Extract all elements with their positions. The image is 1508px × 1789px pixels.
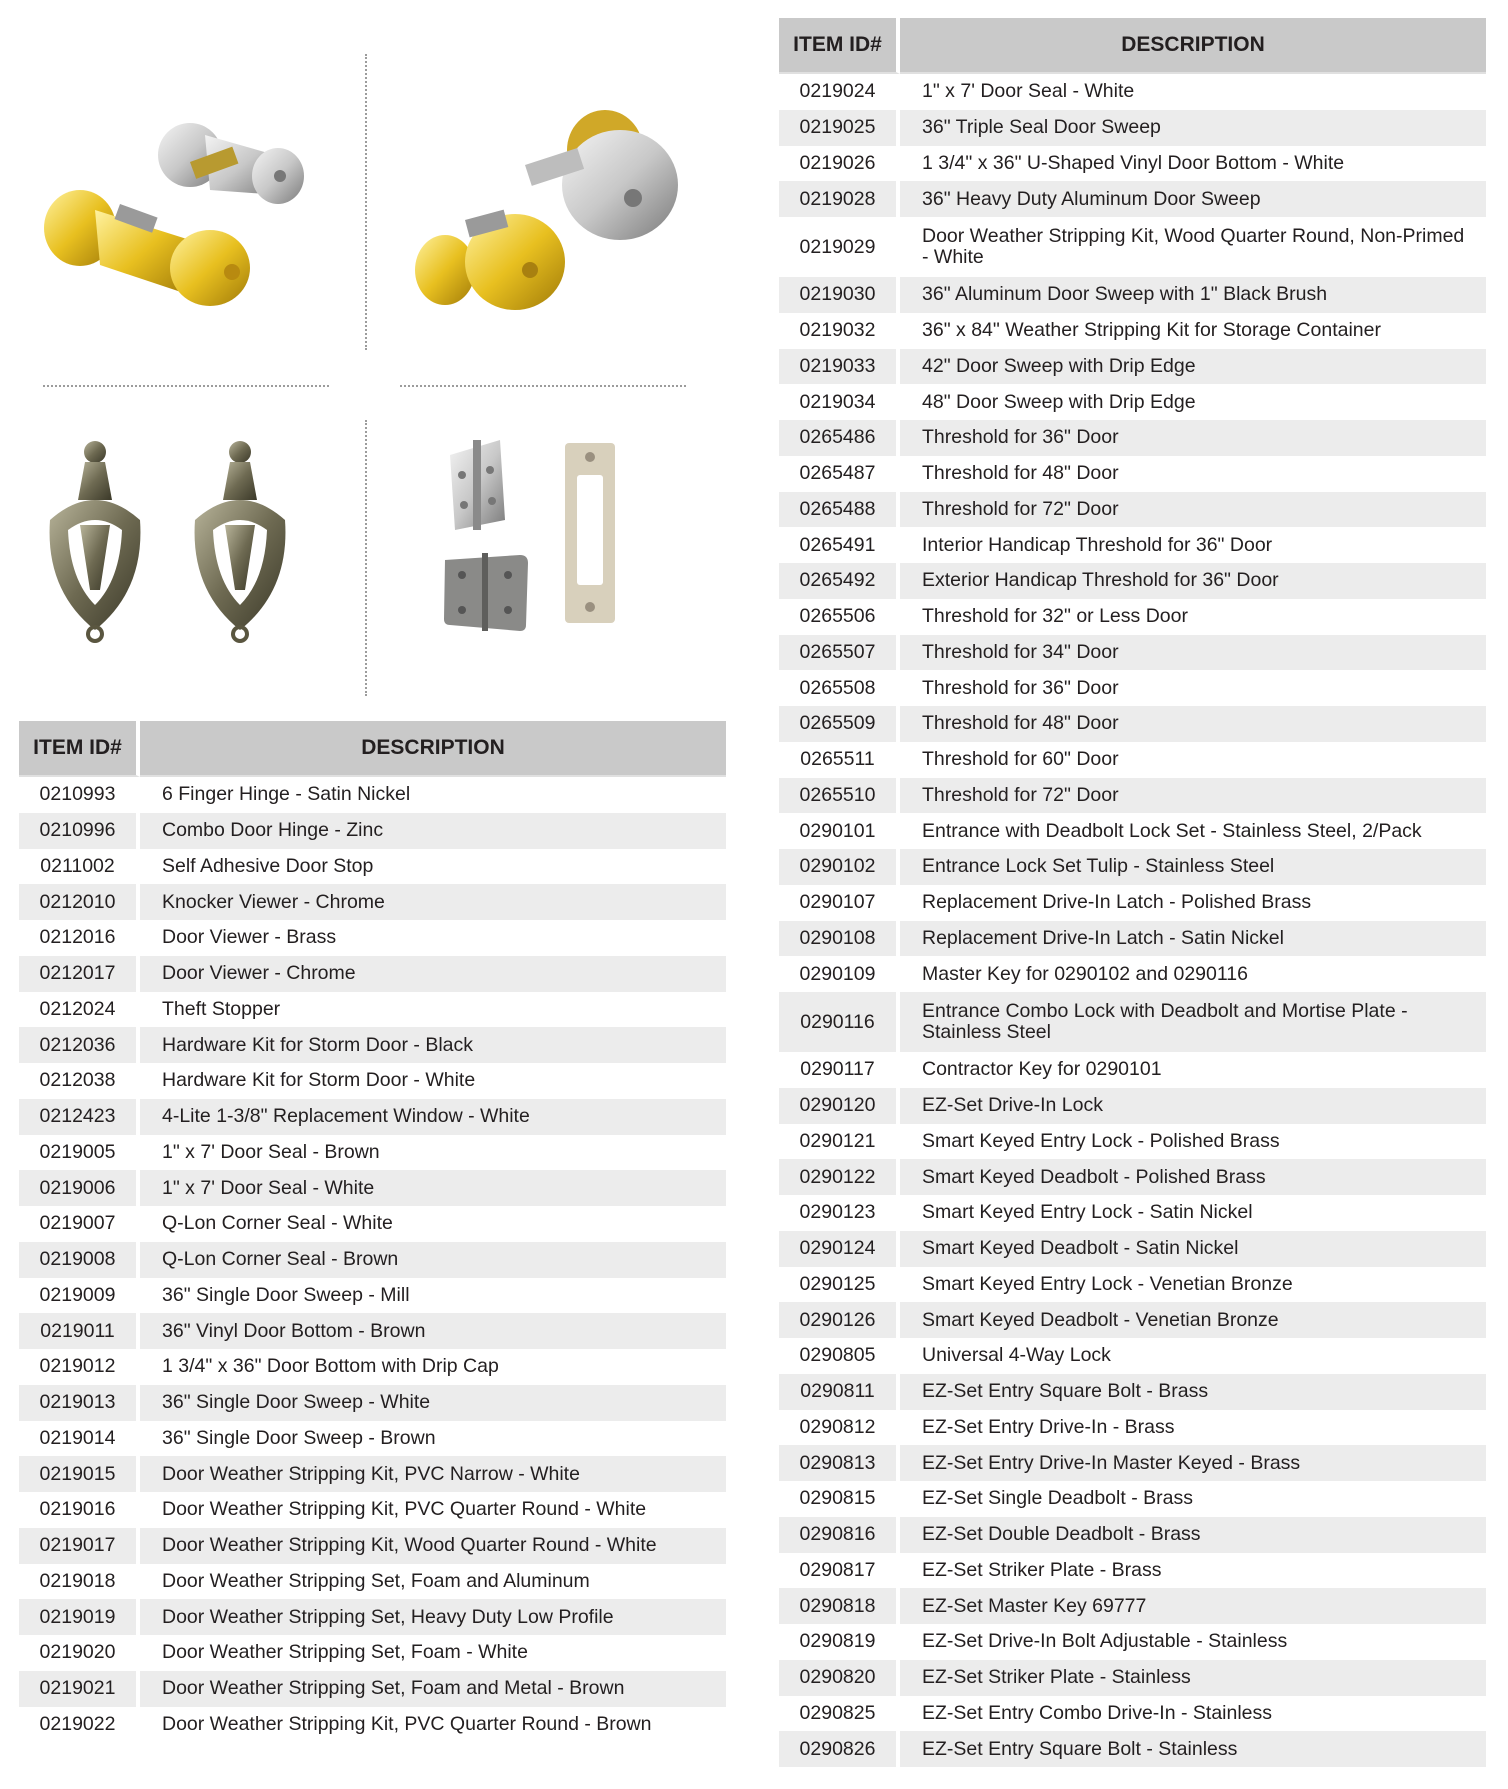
divider-vertical-top	[365, 54, 367, 350]
item-id-cell: 0212010	[19, 884, 140, 920]
product-images-panel	[0, 0, 740, 710]
item-description-cell: Door Weather Stripping Kit, Wood Quarter Round - White	[140, 1528, 726, 1564]
table-header-row	[779, 18, 1486, 74]
item-id-cell: 0290120	[779, 1088, 900, 1124]
table-row	[779, 110, 1486, 146]
table-row	[779, 1517, 1486, 1553]
item-description-cell: Universal 4-Way Lock	[922, 1344, 1111, 1367]
hinges-and-plates-image	[440, 435, 630, 635]
knocker-viewer-image	[40, 440, 310, 640]
table-row	[19, 1313, 726, 1349]
column-header-item-id: ITEM ID#	[19, 721, 140, 777]
table-row	[19, 1063, 726, 1099]
item-id-cell: 0265511	[779, 742, 900, 778]
table-row	[779, 277, 1486, 313]
item-id-cell: 0265508	[779, 670, 900, 706]
item-id-cell: 0265491	[779, 527, 900, 563]
table-row	[19, 956, 726, 992]
left-item-table	[19, 721, 726, 1742]
item-id-cell: 0219024	[779, 74, 900, 110]
item-id-cell: 0210996	[19, 813, 140, 849]
column-header-item-id: ITEM ID#	[779, 18, 900, 74]
table-row	[779, 670, 1486, 706]
table-row	[19, 1242, 726, 1278]
table-row	[779, 813, 1486, 849]
item-description-cell: Smart Keyed Entry Lock - Satin Nickel	[922, 1201, 1253, 1224]
item-id-cell: 0290101	[779, 813, 900, 849]
item-description-cell: Door Weather Stripping Set, Heavy Duty Low Profile	[140, 1599, 726, 1635]
item-description-cell: EZ-Set Entry Combo Drive-In - Stainless	[922, 1701, 1273, 1724]
item-description-cell: Threshold for 48" Door	[900, 706, 1486, 742]
item-description-cell: 1 3/4" x 36" Door Bottom with Drip Cap	[162, 1355, 499, 1378]
table-row	[19, 1135, 726, 1171]
item-description-cell: Knocker Viewer - Chrome	[140, 884, 726, 920]
table-row	[779, 1410, 1486, 1446]
table-row	[19, 777, 726, 813]
item-description-cell: Threshold for 72" Door	[900, 492, 1486, 528]
item-description-cell: Door Viewer - Brass	[162, 926, 337, 949]
item-id-cell: 0219030	[779, 277, 900, 313]
table-row	[779, 181, 1486, 217]
column-header-description: DESCRIPTION	[140, 721, 726, 777]
item-description-cell: EZ-Set Double Deadbolt - Brass	[900, 1517, 1486, 1553]
item-description-cell: Threshold for 48" Door	[922, 462, 1119, 485]
item-id-cell: 0219029	[779, 217, 900, 277]
item-description-cell: Master Key for 0290102 and 0290116	[922, 962, 1248, 985]
item-description-cell: Replacement Drive-In Latch - Satin Nickel	[900, 921, 1486, 957]
item-description-cell: 36" Vinyl Door Bottom - Brown	[140, 1313, 726, 1349]
item-description-cell: Threshold for 36" Door	[922, 676, 1119, 699]
item-id-cell: 0290819	[779, 1624, 900, 1660]
item-id-cell: 0290825	[779, 1696, 900, 1732]
item-description-cell: 48" Door Sweep with Drip Edge	[922, 390, 1196, 413]
table-row	[779, 1660, 1486, 1696]
brass-deadbolt	[415, 210, 565, 310]
item-description-cell: 4-Lite 1-3/8" Replacement Window - White	[140, 1099, 726, 1135]
table-row	[779, 1374, 1486, 1410]
item-id-cell: 0219007	[19, 1206, 140, 1242]
item-description-cell: EZ-Set Drive-In Bolt Adjustable - Stainless	[922, 1630, 1288, 1653]
item-description-cell: Q-Lon Corner Seal - White	[162, 1212, 393, 1235]
item-description-cell: Self Adhesive Door Stop	[162, 854, 374, 877]
table-row	[779, 1731, 1486, 1767]
item-id-cell: 0219018	[19, 1564, 140, 1600]
knocker-right	[195, 441, 286, 641]
item-id-cell: 0265510	[779, 778, 900, 814]
item-id-cell: 0210993	[19, 777, 140, 813]
striker-plate	[565, 443, 615, 623]
item-id-cell: 0212036	[19, 1027, 140, 1063]
divider-vertical-bottom	[365, 420, 367, 696]
item-description-cell: 36" Single Door Sweep - Brown	[162, 1426, 436, 1449]
item-description-cell: EZ-Set Single Deadbolt - Brass	[922, 1487, 1193, 1510]
item-id-cell: 0219011	[19, 1313, 140, 1349]
table-row	[779, 635, 1486, 671]
table-row	[19, 1421, 726, 1457]
table-row	[779, 778, 1486, 814]
table-row	[779, 742, 1486, 778]
table-row	[19, 1492, 726, 1528]
item-id-cell: 0219006	[19, 1170, 140, 1206]
item-description-cell: Combo Door Hinge - Zinc	[140, 813, 726, 849]
table-row	[19, 1707, 726, 1743]
table-row	[779, 384, 1486, 420]
item-description-cell: 1 3/4" x 36" U-Shaped Vinyl Door Bottom - White	[922, 151, 1345, 174]
item-id-cell: 0219026	[779, 146, 900, 182]
item-id-cell: 0219019	[19, 1599, 140, 1635]
table-row	[779, 217, 1486, 277]
item-id-cell: 0290102	[779, 849, 900, 885]
item-id-cell: 0212017	[19, 956, 140, 992]
item-description-cell: EZ-Set Drive-In Lock	[900, 1088, 1486, 1124]
item-description-cell: Door Weather Stripping Kit, PVC Quarter Round - Brown	[162, 1712, 652, 1735]
table-row	[779, 921, 1486, 957]
item-id-cell: 0219034	[779, 384, 900, 420]
item-description-cell: Contractor Key for 0290101	[922, 1058, 1162, 1081]
table-row	[779, 563, 1486, 599]
item-id-cell: 0290805	[779, 1338, 900, 1374]
item-id-cell: 0290116	[779, 992, 900, 1052]
item-id-cell: 0212038	[19, 1063, 140, 1099]
table-row	[779, 956, 1486, 992]
table-row	[779, 313, 1486, 349]
table-row	[779, 1553, 1486, 1589]
table-header-row	[19, 721, 726, 777]
table-row	[19, 849, 726, 885]
item-id-cell: 0212024	[19, 992, 140, 1028]
knocker-left	[50, 441, 141, 641]
item-id-cell: 0290123	[779, 1195, 900, 1231]
item-id-cell: 0290122	[779, 1159, 900, 1195]
item-id-cell: 0290108	[779, 921, 900, 957]
table-row	[19, 1456, 726, 1492]
table-row	[19, 1206, 726, 1242]
item-id-cell: 0290818	[779, 1588, 900, 1624]
item-description-cell: Threshold for 34" Door	[900, 635, 1486, 671]
item-id-cell: 0219008	[19, 1242, 140, 1278]
table-row	[779, 146, 1486, 182]
table-row	[779, 1124, 1486, 1160]
item-description-cell: Door Weather Stripping Kit, PVC Narrow - White	[140, 1456, 726, 1492]
table-row	[19, 1564, 726, 1600]
table-row	[19, 813, 726, 849]
item-description-cell: 42" Door Sweep with Drip Edge	[900, 349, 1486, 385]
item-id-cell: 0219032	[779, 313, 900, 349]
item-id-cell: 0219014	[19, 1421, 140, 1457]
item-description-cell: Entrance with Deadbolt Lock Set - Stainless Steel, 2/Pack	[922, 819, 1422, 842]
item-description-cell: 36" Single Door Sweep - White	[140, 1385, 726, 1421]
item-id-cell: 0290126	[779, 1302, 900, 1338]
table-row	[779, 1267, 1486, 1303]
item-id-cell: 0219028	[779, 181, 900, 217]
table-row	[779, 349, 1486, 385]
item-id-cell: 0219015	[19, 1456, 140, 1492]
table-row	[19, 884, 726, 920]
item-description-cell: Door Weather Stripping Kit, PVC Quarter Round - White	[162, 1498, 647, 1521]
item-description-cell: 36" Heavy Duty Aluminum Door Sweep	[900, 181, 1486, 217]
item-description-cell: 36" Aluminum Door Sweep with 1" Black Brush	[900, 277, 1486, 313]
item-description-cell: 36" x 84" Weather Stripping Kit for Storage Container	[922, 319, 1381, 342]
table-row	[779, 1624, 1486, 1660]
item-description-cell: Threshold for 60" Door	[922, 748, 1119, 771]
item-description-cell: Threshold for 32" or Less Door	[922, 605, 1188, 628]
item-description-cell: EZ-Set Master Key 69777	[900, 1588, 1486, 1624]
table-row	[779, 599, 1486, 635]
item-id-cell: 0219016	[19, 1492, 140, 1528]
nickel-deadbolt	[525, 110, 678, 240]
brass-knob	[44, 190, 250, 306]
table-row	[779, 1159, 1486, 1195]
item-id-cell: 0290811	[779, 1374, 900, 1410]
item-id-cell: 0290813	[779, 1445, 900, 1481]
item-id-cell: 0219012	[19, 1349, 140, 1385]
divider-horizontal-left	[43, 385, 329, 387]
table-row	[779, 1195, 1486, 1231]
table-row	[779, 1231, 1486, 1267]
table-row	[779, 1302, 1486, 1338]
item-id-cell: 0265509	[779, 706, 900, 742]
item-description-cell: Theft Stopper	[162, 997, 281, 1020]
table-row	[19, 1528, 726, 1564]
item-description-cell: Smart Keyed Entry Lock - Polished Brass	[922, 1129, 1280, 1152]
table-row	[779, 1445, 1486, 1481]
item-description-cell: Door Weather Stripping Kit, Wood Quarter Round, Non-Primed - White	[922, 225, 1465, 268]
item-id-cell: 0290107	[779, 885, 900, 921]
table-row	[19, 1278, 726, 1314]
table-row	[19, 1385, 726, 1421]
item-id-cell: 0219025	[779, 110, 900, 146]
finger-hinge	[450, 440, 505, 530]
table-row	[779, 1088, 1486, 1124]
item-description-cell: Threshold for 72" Door	[900, 778, 1486, 814]
table-row	[779, 885, 1486, 921]
item-description-cell: Door Weather Stripping Set, Foam - White	[162, 1641, 528, 1664]
item-id-cell: 0290124	[779, 1231, 900, 1267]
item-description-cell: Replacement Drive-In Latch - Polished Brass	[922, 891, 1312, 914]
item-id-cell: 0290121	[779, 1124, 900, 1160]
item-description-cell: Hardware Kit for Storm Door - Black	[140, 1027, 726, 1063]
item-description-cell: 1" x 7' Door Seal - White	[922, 80, 1135, 103]
table-row	[19, 1599, 726, 1635]
table-row	[779, 1481, 1486, 1517]
item-description-cell: Door Weather Stripping Set, Foam and Aluminum	[162, 1569, 590, 1592]
table-row	[779, 456, 1486, 492]
item-description-cell: EZ-Set Striker Plate - Stainless	[900, 1660, 1486, 1696]
item-description-cell: Smart Keyed Entry Lock - Venetian Bronze	[922, 1272, 1293, 1295]
item-id-cell: 0290109	[779, 956, 900, 992]
table-row	[19, 1635, 726, 1671]
table-row	[779, 992, 1486, 1052]
item-id-cell: 0219005	[19, 1135, 140, 1171]
item-description-cell: Exterior Handicap Threshold for 36" Door	[900, 563, 1486, 599]
item-id-cell: 0265506	[779, 599, 900, 635]
table-row	[779, 1588, 1486, 1624]
table-row	[779, 706, 1486, 742]
table-row	[779, 527, 1486, 563]
table-row	[19, 1349, 726, 1385]
item-description-cell: Door Viewer - Chrome	[140, 956, 726, 992]
item-id-cell: 0290817	[779, 1553, 900, 1589]
table-row	[19, 1170, 726, 1206]
item-description-cell: Hardware Kit for Storm Door - White	[162, 1069, 476, 1092]
table-row	[779, 420, 1486, 456]
item-id-cell: 0265488	[779, 492, 900, 528]
item-id-cell: 0219017	[19, 1528, 140, 1564]
item-description-cell: EZ-Set Striker Plate - Brass	[922, 1558, 1162, 1581]
item-description-cell: Interior Handicap Threshold for 36" Door	[922, 533, 1273, 556]
item-description-cell: Smart Keyed Deadbolt - Satin Nickel	[900, 1231, 1486, 1267]
item-description-cell: Entrance Combo Lock with Deadbolt and Mortise Plate - Stainless Steel	[900, 992, 1486, 1052]
column-header-description: DESCRIPTION	[900, 18, 1486, 74]
item-description-cell: Threshold for 36" Door	[900, 420, 1486, 456]
item-id-cell: 0290816	[779, 1517, 900, 1553]
table-row	[19, 1027, 726, 1063]
item-description-cell: EZ-Set Entry Drive-In - Brass	[922, 1415, 1175, 1438]
item-description-cell: EZ-Set Entry Drive-In Master Keyed - Brass	[900, 1445, 1486, 1481]
table-row	[19, 1099, 726, 1135]
table-row	[19, 992, 726, 1028]
item-id-cell: 0265487	[779, 456, 900, 492]
table-row	[779, 492, 1486, 528]
item-description-cell: 1" x 7' Door Seal - White	[140, 1170, 726, 1206]
item-id-cell: 0290820	[779, 1660, 900, 1696]
item-description-cell: Door Weather Stripping Set, Foam and Metal - Brown	[140, 1671, 726, 1707]
table-row	[779, 849, 1486, 885]
item-description-cell: Q-Lon Corner Seal - Brown	[140, 1242, 726, 1278]
item-id-cell: 0265507	[779, 635, 900, 671]
item-id-cell: 0219020	[19, 1635, 140, 1671]
item-description-cell: 36" Single Door Sweep - Mill	[162, 1283, 410, 1306]
item-description-cell: 36" Triple Seal Door Sweep	[900, 110, 1486, 146]
item-description-cell: Entrance Lock Set Tulip - Stainless Steel	[900, 849, 1486, 885]
item-id-cell: 0219013	[19, 1385, 140, 1421]
item-description-cell: EZ-Set Entry Square Bolt - Stainless	[900, 1731, 1486, 1767]
item-id-cell: 0212423	[19, 1099, 140, 1135]
item-id-cell: 0290812	[779, 1410, 900, 1446]
table-row	[779, 1338, 1486, 1374]
item-id-cell: 0212016	[19, 920, 140, 956]
item-id-cell: 0290815	[779, 1481, 900, 1517]
round-corner-hinge	[444, 553, 528, 631]
deadbolt-set-image	[405, 110, 695, 320]
table-row	[19, 920, 726, 956]
item-id-cell: 0265492	[779, 563, 900, 599]
item-description-cell: EZ-Set Entry Square Bolt - Brass	[900, 1374, 1486, 1410]
item-description-cell: Smart Keyed Deadbolt - Venetian Bronze	[900, 1302, 1486, 1338]
item-id-cell: 0219022	[19, 1707, 140, 1743]
right-item-table	[779, 18, 1486, 1767]
item-id-cell: 0219009	[19, 1278, 140, 1314]
item-id-cell: 0290125	[779, 1267, 900, 1303]
divider-horizontal-right	[400, 385, 686, 387]
item-description-cell: 1" x 7' Door Seal - Brown	[162, 1140, 380, 1163]
nickel-knob	[158, 123, 304, 204]
item-id-cell: 0290826	[779, 1731, 900, 1767]
item-id-cell: 0219021	[19, 1671, 140, 1707]
item-id-cell: 0219033	[779, 349, 900, 385]
item-id-cell: 0290117	[779, 1052, 900, 1088]
item-description-cell: 6 Finger Hinge - Satin Nickel	[162, 783, 411, 806]
item-id-cell: 0265486	[779, 420, 900, 456]
knob-lock-set-image	[40, 100, 340, 320]
table-row	[779, 1052, 1486, 1088]
item-id-cell: 0211002	[19, 849, 140, 885]
table-row	[779, 74, 1486, 110]
table-row	[779, 1696, 1486, 1732]
item-description-cell: Smart Keyed Deadbolt - Polished Brass	[900, 1159, 1486, 1195]
table-row	[19, 1671, 726, 1707]
